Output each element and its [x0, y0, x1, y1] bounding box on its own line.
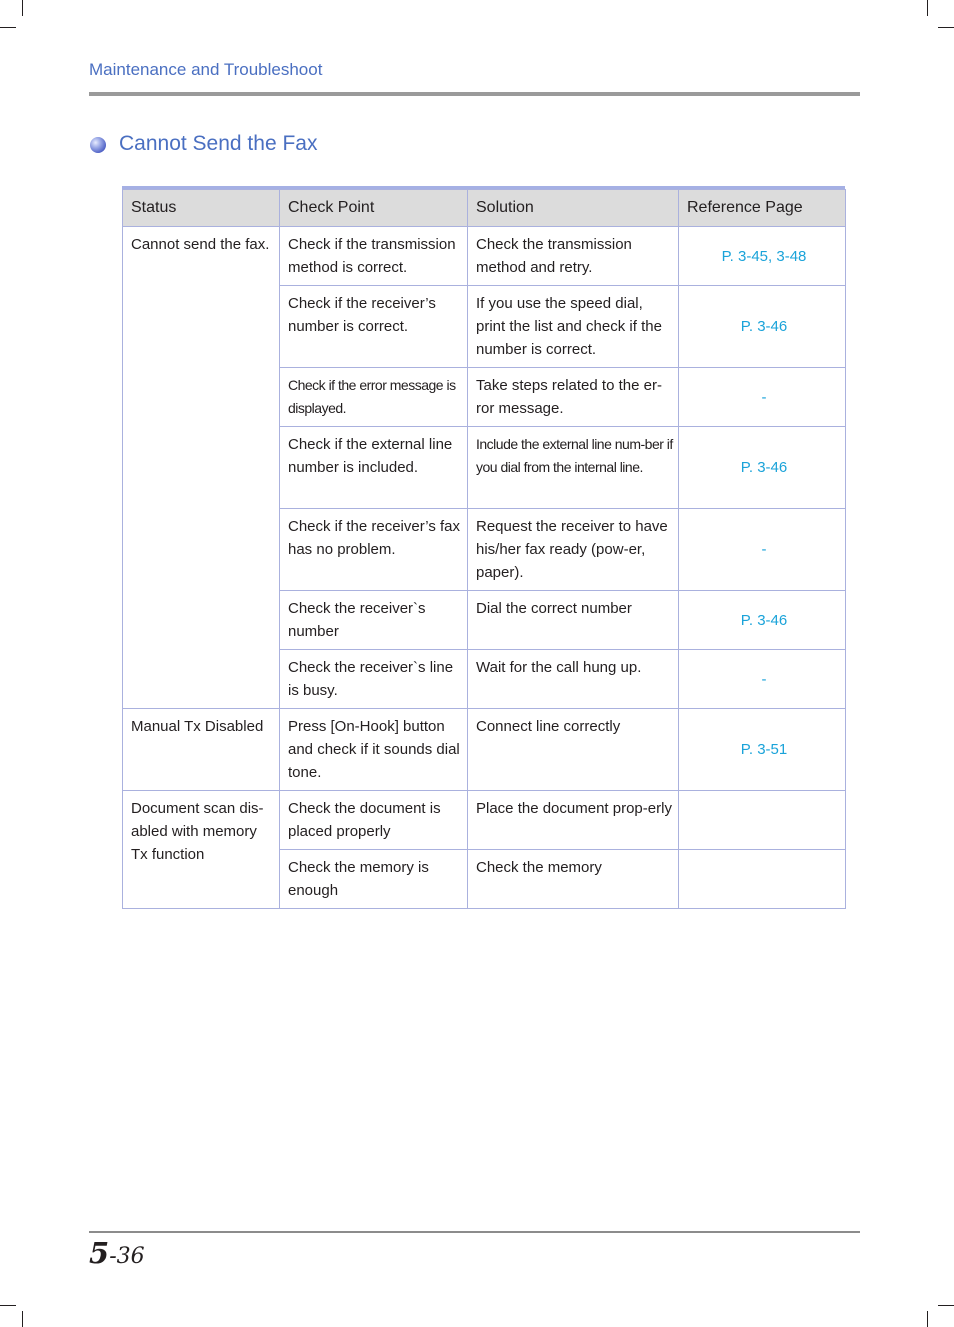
- bullet-sphere-icon: [90, 137, 106, 153]
- status-cell: Document scan dis-abled with memory Tx function: [123, 791, 280, 909]
- reference-link[interactable]: P. 3-45, 3-48: [679, 227, 846, 286]
- reference-empty: [679, 791, 846, 850]
- solution-cell: Check the transmission method and retry.: [468, 227, 679, 286]
- section-heading: [90, 130, 317, 158]
- check-point-cell: Check if the transmission method is correct.: [280, 227, 468, 286]
- solution-cell: Connect line correctly: [468, 709, 679, 791]
- table-header-row: [123, 190, 846, 227]
- check-point-cell: Check if the receiver’s fax has no problem.: [280, 509, 468, 591]
- crop-mark: [0, 1305, 16, 1306]
- check-point-cell: Check if the external line number is included.: [280, 427, 468, 509]
- crop-mark: [927, 0, 928, 16]
- table-row: [123, 227, 846, 286]
- page-number-separator: -: [109, 1244, 117, 1269]
- status-cell: Cannot send the fax.: [123, 227, 280, 709]
- check-point-cell: Check the receiver`s line is busy.: [280, 650, 468, 709]
- column-header-status: Status: [123, 190, 280, 227]
- footer-rule: [89, 1231, 860, 1233]
- check-point-cell: Check the receiver`s number: [280, 591, 468, 650]
- solution-cell: Include the external line num-ber if you dial from the internal line.: [468, 427, 679, 509]
- page-chapter-number: 5: [89, 1236, 110, 1270]
- column-header-reference-page: Reference Page: [679, 190, 846, 227]
- reference-dash: -: [679, 509, 846, 591]
- crop-mark: [22, 0, 23, 16]
- table-row: [123, 791, 846, 850]
- crop-mark: [22, 1311, 23, 1327]
- solution-cell: Wait for the call hung up.: [468, 650, 679, 709]
- page-sub-number: 36: [116, 1244, 145, 1269]
- section-title: Cannot Send the Fax: [119, 132, 318, 155]
- crop-mark: [938, 27, 954, 28]
- check-point-cell: Check the memory is enough: [280, 850, 468, 909]
- solution-cell: Place the document prop-erly: [468, 791, 679, 850]
- solution-cell: Take steps related to the er-ror message.: [468, 368, 679, 427]
- reference-link[interactable]: P. 3-51: [679, 709, 846, 791]
- solution-cell: If you use the speed dial, print the list and check if the number is correct.: [468, 286, 679, 368]
- crop-mark: [0, 27, 16, 28]
- check-point-cell: Check the document is placed properly: [280, 791, 468, 850]
- column-header-solution: Solution: [468, 190, 679, 227]
- column-header-check-point: Check Point: [280, 190, 468, 227]
- running-header: Maintenance and Troubleshoot: [89, 60, 323, 79]
- header-rule: [89, 92, 860, 96]
- check-point-cell: Press [On-Hook] button and check if it sounds dial tone.: [280, 709, 468, 791]
- page-number: [89, 1236, 145, 1272]
- check-point-cell: Check if the receiver’s number is correct.: [280, 286, 468, 368]
- crop-mark: [938, 1305, 954, 1306]
- status-cell: Manual Tx Disabled: [123, 709, 280, 791]
- crop-mark: [927, 1311, 928, 1327]
- solution-cell: Check the memory: [468, 850, 679, 909]
- reference-dash: -: [679, 368, 846, 427]
- check-point-cell: Check if the error message is displayed.: [280, 368, 468, 427]
- reference-empty: [679, 850, 846, 909]
- solution-cell: Request the receiver to have his/her fax ready (pow-er, paper).: [468, 509, 679, 591]
- reference-link[interactable]: P. 3-46: [679, 591, 846, 650]
- troubleshoot-table: [122, 186, 845, 909]
- reference-link[interactable]: P. 3-46: [679, 286, 846, 368]
- reference-link[interactable]: P. 3-46: [679, 427, 846, 509]
- solution-cell: Dial the correct number: [468, 591, 679, 650]
- table-row: [123, 709, 846, 791]
- reference-dash: -: [679, 650, 846, 709]
